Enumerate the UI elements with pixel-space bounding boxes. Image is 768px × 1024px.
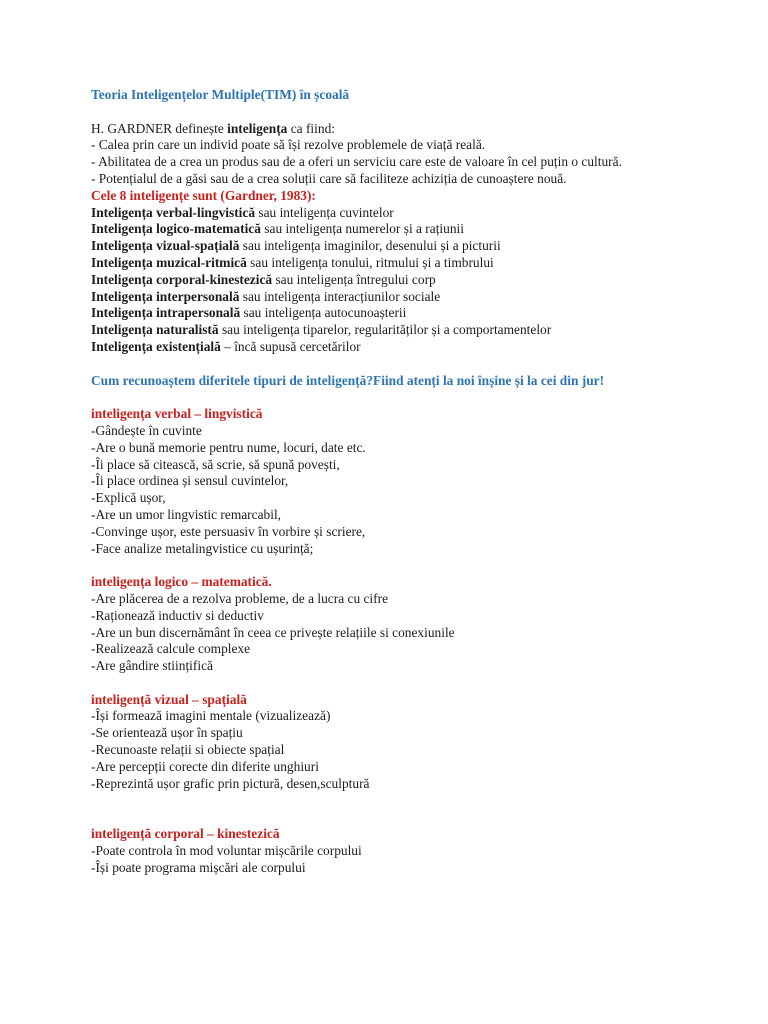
definition-term: inteligența (227, 120, 288, 136)
list-item: -Îi place ordinea și sensul cuvintelor, (91, 473, 289, 489)
definition-item: - Calea prin care un individ poate să își rezolve problemele de viață reală. (91, 137, 486, 153)
document-title: Teoria Inteligențelor Multiple(TIM) în școală (91, 87, 350, 102)
intelligence-item: Inteligența logico-matematică sau inteligența numerelor și a rațiunii (91, 221, 464, 237)
section-heading-kinesthetic: inteligență corporal – kinestezică (91, 826, 280, 842)
list-item: -Poate controla în mod voluntar mișcările corpului (91, 842, 362, 858)
intelligence-item: Inteligența corporal-kinestezică sau inteligența întregului corp (91, 271, 436, 287)
list-item: -Face analize metalingvistice cu ușurință; (91, 540, 314, 556)
eight-intelligences-heading: Cele 8 inteligențe sunt (Gardner, 1983): (91, 187, 316, 203)
intelligence-item: Inteligența interpersonală sau inteligența interacțiunilor sociale (91, 288, 441, 304)
list-item: -Are o bună memorie pentru nume, locuri, date etc. (91, 439, 366, 455)
list-item: -Convinge ușor, este persuasiv în vorbire și scriere, (91, 523, 366, 539)
intelligence-item: Inteligența naturalistă sau inteligența tiparelor, regularităților și a comportamentelor (91, 322, 552, 338)
list-item: -Recunoaste relații si obiecte spațial (91, 742, 285, 758)
recognition-question: Cum recunoaștem diferitele tipuri de inteligență?Fiind atenți la noi înșine și la cei din jur! (91, 372, 605, 388)
intelligence-item: Inteligența verbal-lingvistică sau inteligența cuvintelor (91, 204, 394, 220)
list-item: -Are gândire stiințifică (91, 658, 213, 674)
list-item: -Îi place să citească, să scrie, să spună povești, (91, 456, 340, 472)
intelligence-item: Inteligența muzical-ritmică sau inteligența tonului, ritmului și a timbrului (91, 254, 494, 270)
document-body (91, 87, 651, 876)
intelligence-item: Inteligența existențială – încă supusă cercetărilor (91, 338, 361, 354)
section-heading-verbal: inteligența verbal – lingvistică (91, 406, 263, 422)
definition-item: - Potențialul de a găsi sau de a crea soluții care să faciliteze achiziția de cunoaștere nouă. (91, 170, 567, 186)
intelligence-item: Inteligența intrapersonală sau inteligența autocunoașterii (91, 305, 407, 321)
list-item: -Realizează calcule complexe (91, 641, 251, 657)
list-item: -Reprezintă ușor grafic prin pictură, desen,sculptură (91, 775, 370, 791)
list-item: -Își formează imagini mentale (vizualizează) (91, 708, 331, 724)
eight-intelligences-list (91, 205, 651, 356)
list-item: -Are un umor lingvistic remarcabil, (91, 506, 282, 522)
section-heading-visual: inteligență vizual – spațială (91, 691, 247, 707)
definition-lead: H. GARDNER definește (91, 120, 228, 136)
list-item: -Are percepții corecte din diferite unghiuri (91, 758, 319, 774)
intelligence-item: Inteligența vizual-spațială sau inteligența imaginilor, desenului și a picturii (91, 238, 501, 254)
list-item: -Raționează inductiv si deductiv (91, 607, 264, 623)
list-item: -Gândește în cuvinte (91, 422, 202, 438)
list-item: -Are un bun discernământ în ceea ce privește relațiile si conexiunile (91, 624, 455, 640)
definition-tail: ca fiind: (287, 120, 335, 136)
definition-item: - Abilitatea de a crea un produs sau de a oferi un serviciu care este de valoare în cel puțin o cultură. (91, 154, 622, 170)
definition-intro (91, 121, 651, 138)
list-item: -Explică ușor, (91, 490, 166, 506)
list-item: -Își poate programa mișcări ale corpului (91, 859, 306, 875)
section-heading-logical: inteligența logico – matematică. (91, 574, 272, 590)
list-item: -Are plăcerea de a rezolva probleme, de a lucra cu cifre (91, 590, 389, 606)
list-item: -Se orientează ușor în spațiu (91, 725, 243, 741)
